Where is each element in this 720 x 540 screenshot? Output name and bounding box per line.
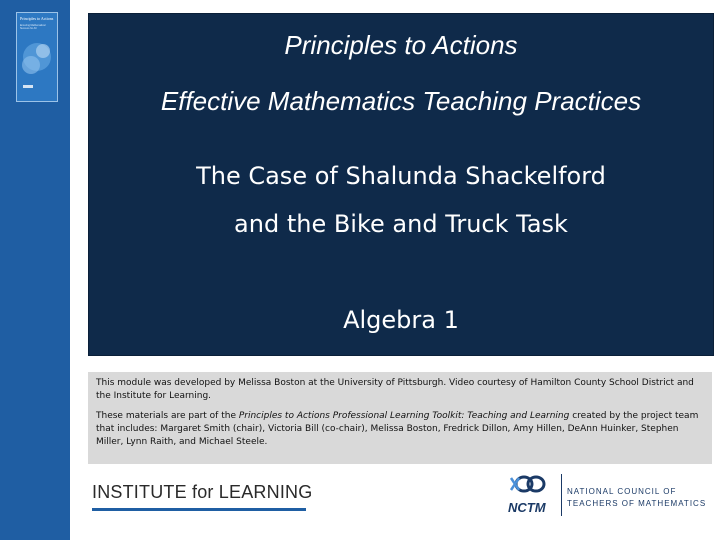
book-cover-art [19,31,55,95]
nctm-name-line1: NATIONAL COUNCIL OF [567,487,677,496]
nctm-divider [561,474,562,516]
nctm-logo [500,470,710,520]
case-title-line2: and the Bike and Truck Task [234,210,568,238]
book-cover-icon [16,12,58,102]
slide-title: Principles to Actions [284,30,518,60]
ifl-logo-text: INSTITUTE for LEARNING [92,482,313,502]
course-label: Algebra 1 [343,306,459,334]
title-panel [88,13,714,356]
nctm-abbreviation: NCTM [508,500,546,515]
book-cover-subtitle: Ensuring Mathematical Success for All [20,24,46,30]
institute-for-learning-logo [92,480,312,516]
case-title-line1: The Case of Shalunda Shackelford [196,162,606,190]
book-cover-title: Principles to Actions [20,16,54,21]
credits-paragraph-2 [96,410,704,449]
slide-subtitle: Effective Mathematics Teaching Practices [160,86,642,116]
credits-box [88,372,712,464]
ifl-logo-underline [92,508,306,511]
credits-text-start: These materials are part of the [96,411,239,421]
credits-text-end: created by the project team that includes: Margaret Smith (chair), Victoria Bill (co-chair), Melissa Boston, Fredrick Dillon, Amy Hillen, DeAnn Huinker, Stephen Miller, Lynn Raith, and Michael Steele. [96,411,699,447]
toolkit-title: Principles to Actions Professional Learning Toolkit: Teaching and Learning [238,411,570,421]
nctm-full-name [567,486,706,510]
credits-paragraph-1: This module was developed by Melissa Boston at the University of Pittsburgh. Video courtesy of Hamilton County School District and the Institute for Learning. [96,378,694,401]
nctm-name-line2: TEACHERS OF MATHEMATICS [567,499,707,508]
